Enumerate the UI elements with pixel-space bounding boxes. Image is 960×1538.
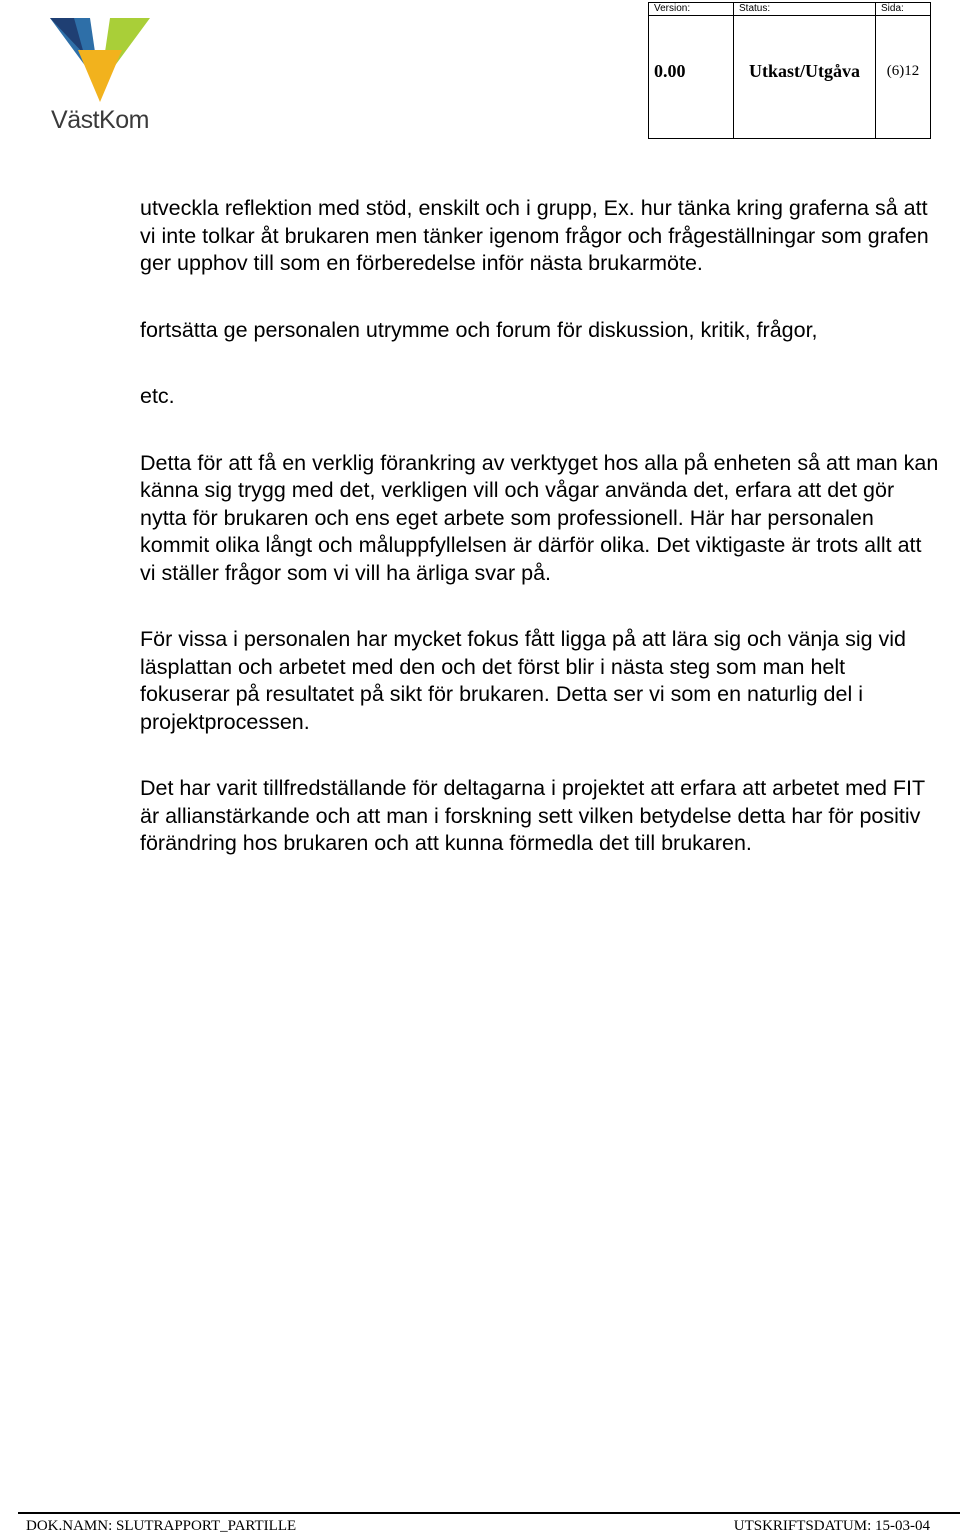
version-value: 0.00 [649, 16, 734, 139]
footer-divider [18, 1512, 960, 1514]
logo-wordmark: VästKom [51, 106, 149, 134]
vastkom-logo [44, 14, 156, 134]
paragraph: Detta för att få en verklig förankring av verktyget hos alla på enheten så att man kan känna sig trygg med det, verkligen vill och vågar använda det, erfara att det gör nytta för brukaren och ens eget arbete som professionell. Här har personalen kommit olika långt och måluppfyllelsen är därför olika. Det viktigaste är trots allt att vi ställer frågor som vi vill ha ärliga svar på. [140, 450, 939, 585]
status-label: Status: [734, 3, 876, 16]
page-number: (6)12 [876, 16, 931, 139]
vastkom-logo-mark [44, 14, 156, 106]
page-label: Sida: [876, 3, 931, 16]
footer-doc-name: DOK.NAMN: SLUTRAPPORT_PARTILLE [26, 1518, 297, 1534]
paragraph: För vissa i personalen har mycket fokus fått ligga på att lära sig och vänja sig vid läsplattan och arbetet med den och det först blir i nästa steg som man helt fokuserar på resultatet på sikt för brukaren. Detta ser vi som en naturlig del i projektprocessen. [140, 627, 907, 734]
document-meta-table [648, 2, 931, 139]
version-label: Version: [649, 3, 734, 16]
footer-print-date: UTSKRIFTSDATUM: 15-03-04 [733, 1518, 930, 1534]
paragraph: etc. [140, 384, 175, 408]
document-body [140, 195, 940, 897]
status-value: Utkast/Utgåva [734, 16, 876, 139]
paragraph: fortsätta ge personalen utrymme och forum för diskussion, kritik, frågor, [140, 317, 818, 342]
paragraph: utveckla reflektion med stöd, enskilt och i grupp, Ex. hur tänka kring graferna så att vi inte tolkar åt brukaren men tänker igenom frågor och frågeställningar som grafen ger upphov till som en förberedelse inför nästa brukarmöte. [140, 196, 929, 275]
paragraph: Det har varit tillfredställande för deltagarna i projektet att erfara att arbetet med FIT är allianstärkande och att man i forskning sett vilken betydelse detta har för positiv förändring hos brukaren och att kunna förmedla det till brukaren. [140, 776, 925, 855]
